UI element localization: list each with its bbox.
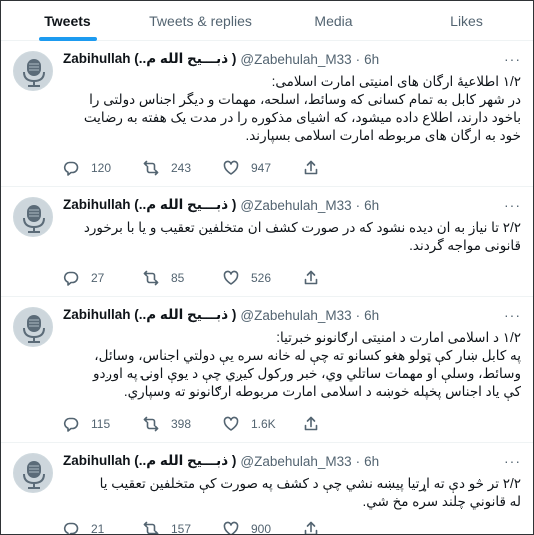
tweet-text-line: وسائط، وسلې او مهمات ساتلي وي، خبر ورکول کیږي چې د یوې اونۍ په اوږدو — [92, 366, 521, 381]
tweet-body — [63, 49, 521, 145]
display-name[interactable]: Zabihullah (..ذبـــیح الله م ) — [63, 197, 237, 212]
tweet-text-line: ۲/۲ تر څو دې ته اړتیا پیښه نشي چې د کشف په صورت کې متخلفین تعقیب یا — [99, 476, 521, 491]
tweet[interactable] — [1, 443, 533, 535]
heart-icon — [223, 521, 239, 535]
tweet-text-line: له قانوني چلند سره مخ شي. — [362, 494, 521, 509]
reply-button[interactable] — [63, 160, 143, 176]
reply-count: 21 — [91, 522, 105, 535]
tab-label: Tweets — [44, 12, 91, 29]
display-name[interactable]: Zabihullah (..ذبـــیح الله م ) — [63, 453, 237, 468]
tweet-text — [63, 475, 521, 511]
user-handle[interactable]: @Zabehulah_M33 — [240, 307, 352, 323]
separator-dot: · — [355, 197, 361, 213]
like-button[interactable] — [223, 270, 303, 286]
tweet[interactable] — [1, 187, 533, 297]
tweet-text-line: ۱/۲ اطلاعیهٔ ارگان های امنیتی امارت اسلامی: — [271, 74, 521, 89]
tweet-header — [63, 195, 521, 215]
heart-icon — [223, 270, 239, 286]
tweet-text — [63, 329, 521, 401]
tweet-actions — [63, 521, 383, 535]
tab-likes[interactable] — [400, 1, 533, 40]
like-button[interactable] — [223, 521, 303, 535]
reply-button[interactable] — [63, 521, 143, 535]
tweet-text-line: در شهر کابل به تمام کسانی که وسائط، اسلحه، مهمات و دیگر اجناس دولتی را — [89, 92, 521, 107]
tweet-actions — [63, 160, 383, 176]
tweet-body — [63, 451, 521, 511]
like-count: 900 — [251, 522, 272, 535]
share-button[interactable] — [303, 270, 383, 286]
tweet-text-line: ۲/۲ تا نیاز به ان دیده نشود که در صورت کشف ان متخلفین تعقیب و یا با برخورد — [83, 220, 521, 235]
retweet-icon — [143, 270, 159, 286]
tweet-actions — [63, 270, 383, 286]
retweet-button[interactable] — [143, 160, 223, 176]
reply-button[interactable] — [63, 270, 143, 286]
share-button[interactable] — [303, 416, 383, 432]
like-count: 947 — [251, 161, 272, 175]
like-count: 526 — [251, 271, 272, 285]
reply-button[interactable] — [63, 416, 143, 432]
reply-count: 115 — [91, 417, 111, 431]
tab-label: Likes — [450, 12, 483, 29]
avatar[interactable] — [13, 453, 53, 493]
avatar[interactable] — [13, 307, 53, 347]
retweet-icon — [143, 160, 159, 176]
tweet-text — [63, 73, 521, 145]
reply-count: 120 — [91, 161, 112, 175]
like-button[interactable] — [223, 416, 303, 432]
tweet-body — [63, 305, 521, 401]
tab-label: Tweets & replies — [149, 12, 252, 29]
tweet-time[interactable]: 6h — [364, 307, 380, 323]
avatar[interactable] — [13, 197, 53, 237]
reply-icon — [63, 160, 79, 176]
tweet-text-line: کې یاد اجناس پخپله خوښه د اسلامی امارت مربوطه ارګانونو ته وسپاري. — [123, 384, 521, 399]
retweet-icon — [143, 416, 159, 432]
user-handle[interactable]: @Zabehulah_M33 — [240, 197, 352, 213]
user-handle[interactable]: @Zabehulah_M33 — [240, 453, 352, 469]
display-name[interactable]: Zabihullah (..ذبـــیح الله م ) — [63, 51, 237, 66]
separator-dot: · — [355, 453, 361, 469]
tweet[interactable] — [1, 297, 533, 443]
retweet-count: 243 — [171, 161, 192, 175]
separator-dot: · — [355, 51, 361, 67]
share-icon — [303, 416, 319, 432]
reply-icon — [63, 416, 79, 432]
tweet-text-line: قانونی مواجه گردند. — [409, 238, 521, 253]
retweet-button[interactable] — [143, 521, 223, 535]
tweet[interactable] — [1, 41, 533, 187]
tab-media[interactable] — [267, 1, 400, 40]
tweet-header — [63, 451, 521, 471]
like-count: 1.6K — [251, 417, 276, 431]
retweet-count: 398 — [171, 417, 192, 431]
microphone-avatar-icon — [14, 308, 53, 347]
tweet-time[interactable]: 6h — [364, 51, 380, 67]
tweet-text — [63, 219, 521, 255]
tab-tweets[interactable] — [1, 1, 134, 40]
microphone-avatar-icon — [14, 198, 53, 237]
tweet-time[interactable]: 6h — [364, 197, 380, 213]
more-options-icon[interactable]: ··· — [504, 307, 521, 323]
tweet-text-line: ۱/۲ د اسلامی امارت د امنیتی ارګانونو خبرتیا: — [276, 330, 521, 345]
retweet-count: 85 — [171, 271, 185, 285]
microphone-avatar-icon — [14, 52, 53, 91]
tab-tweets-and-replies[interactable] — [134, 1, 267, 40]
share-button[interactable] — [303, 160, 383, 176]
tab-label: Media — [314, 12, 353, 29]
tweet-time[interactable]: 6h — [364, 453, 380, 469]
share-icon — [303, 160, 319, 176]
display-name[interactable]: Zabihullah (..ذبـــیح الله م ) — [63, 307, 237, 322]
tweet-text-line: خود به ارگان های مربوطه امارت اسلامی بسپارند. — [245, 128, 521, 143]
tweet-body — [63, 195, 521, 255]
profile-tabs — [1, 1, 533, 41]
share-icon — [303, 521, 319, 535]
user-handle[interactable]: @Zabehulah_M33 — [240, 51, 352, 67]
retweet-button[interactable] — [143, 270, 223, 286]
retweet-icon — [143, 521, 159, 535]
share-icon — [303, 270, 319, 286]
more-options-icon[interactable]: ··· — [504, 51, 521, 67]
share-button[interactable] — [303, 521, 383, 535]
more-options-icon[interactable]: ··· — [504, 197, 521, 213]
reply-icon — [63, 521, 79, 535]
retweet-count: 157 — [171, 522, 192, 535]
tweet-header — [63, 49, 521, 69]
retweet-button[interactable] — [143, 416, 223, 432]
reply-count: 27 — [91, 271, 105, 285]
heart-icon — [223, 160, 239, 176]
heart-icon — [223, 416, 239, 432]
like-button[interactable] — [223, 160, 303, 176]
avatar[interactable] — [13, 51, 53, 91]
tweet-text-line: په کابل ښار کې ټولو هغو کسانو ته چې له خانه سره یې دولتي اجناس، وسائل، — [94, 348, 521, 363]
tweet-text-line: باخود دارند، اطلاع داده میشود، که اشیای مذکوره را در مدت یک هفته به رضایت — [83, 110, 521, 125]
separator-dot: · — [355, 307, 361, 323]
more-options-icon[interactable]: ··· — [504, 453, 521, 469]
microphone-avatar-icon — [14, 454, 53, 493]
reply-icon — [63, 270, 79, 286]
tweet-header — [63, 305, 521, 325]
tweet-actions — [63, 416, 383, 432]
